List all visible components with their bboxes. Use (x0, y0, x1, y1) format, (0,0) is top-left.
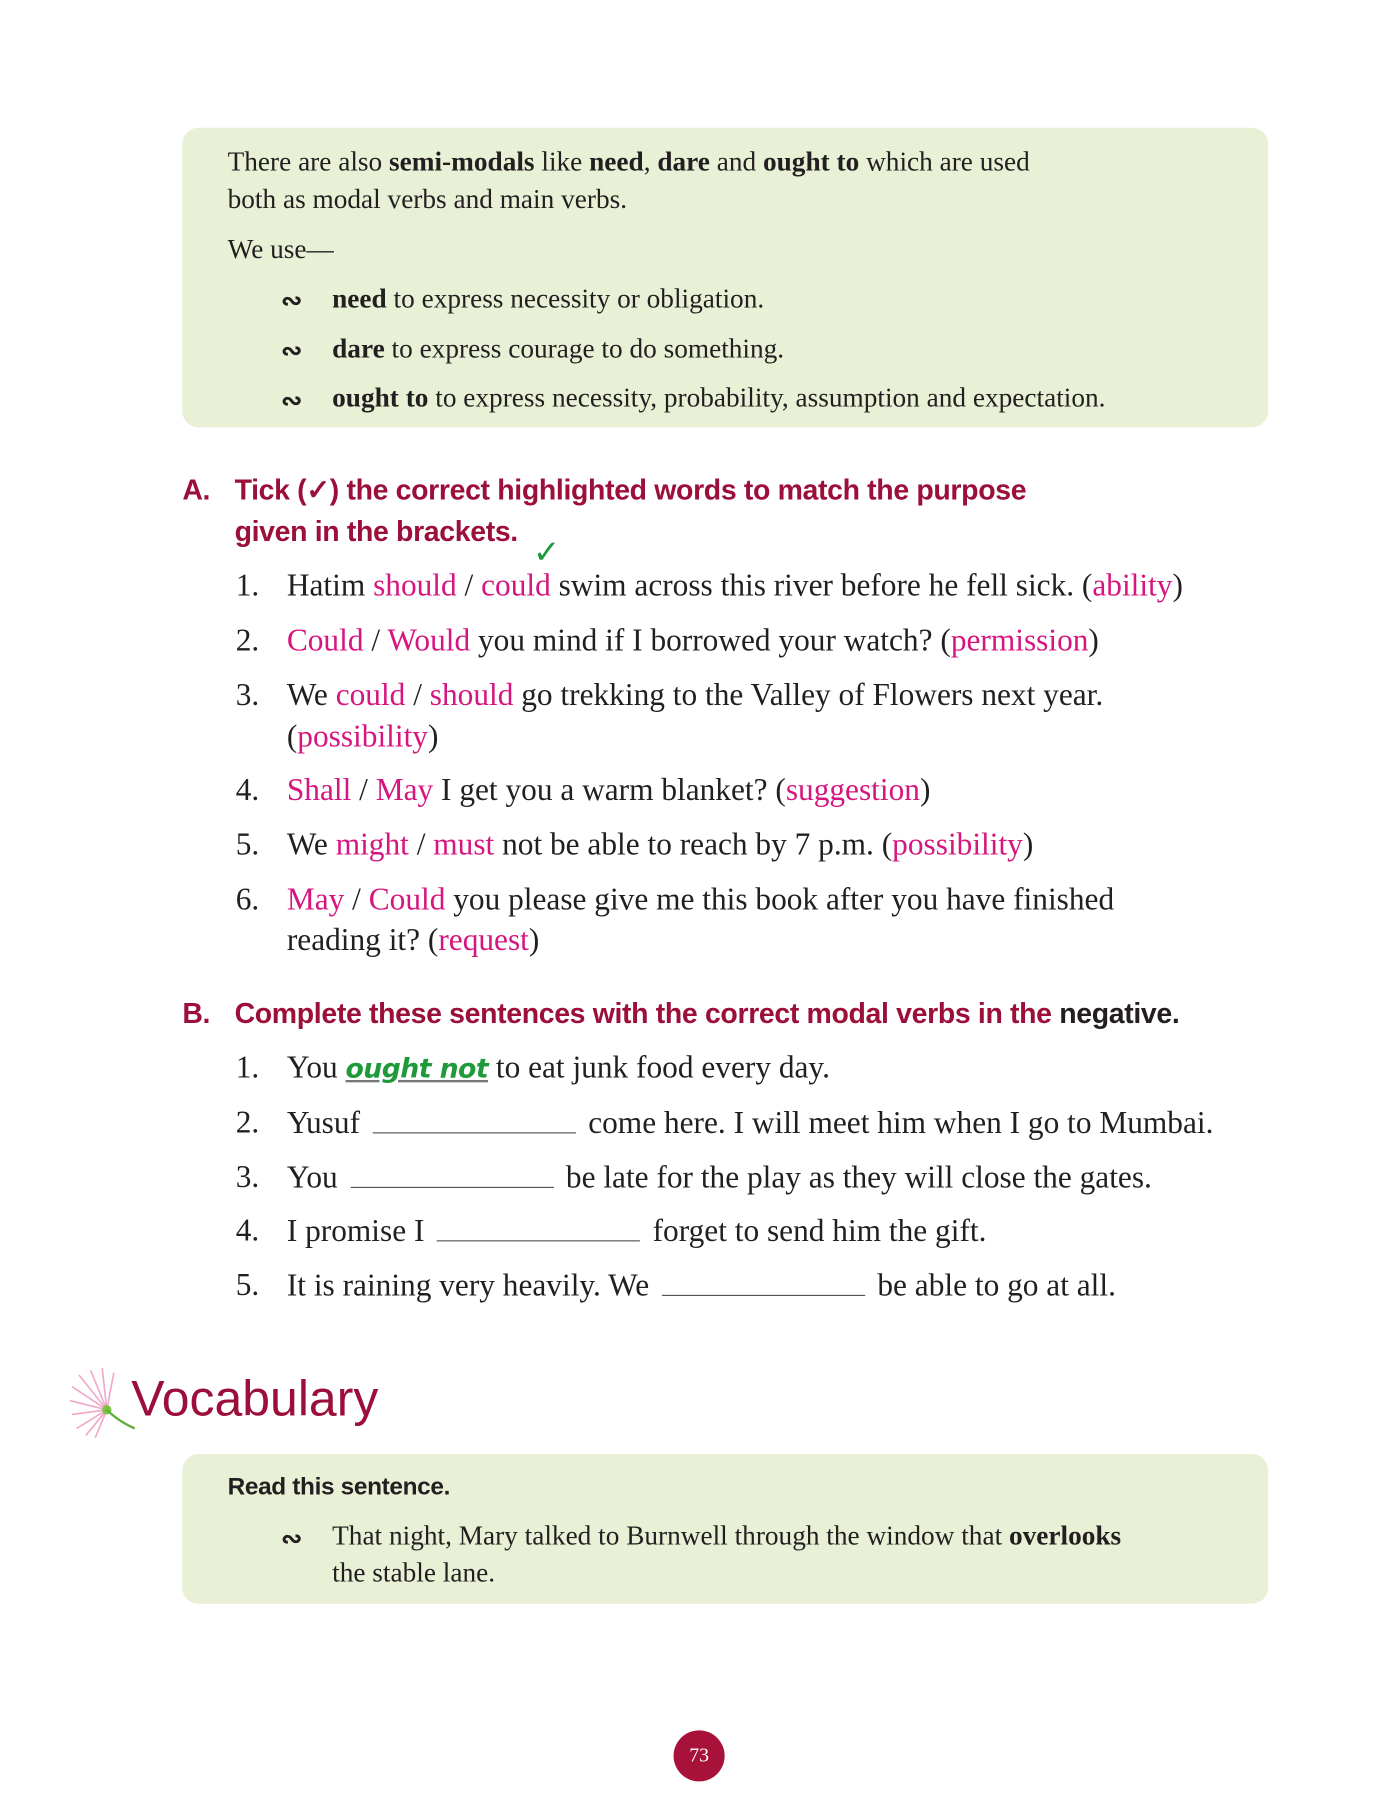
text-segment: both as modal verbs and main verbs. (227, 184, 628, 215)
text-segment: , (643, 147, 658, 178)
text-segment: We use— (227, 234, 334, 265)
highlighted-word: request (438, 922, 529, 957)
highlighted-word: May (375, 772, 434, 808)
highlighted-word: possibility (297, 718, 428, 754)
text-segment: Yusuf (286, 1105, 368, 1140)
highlighted-word: might (335, 826, 409, 862)
text-segment: ) (919, 772, 931, 808)
section-b-letter: B. (182, 998, 211, 1031)
text-segment: dare (657, 147, 710, 178)
vocabulary-sentence-1 (332, 1521, 1122, 1552)
highlighted-word: possibility (892, 826, 1023, 862)
highlighted-word: should (429, 677, 514, 712)
item-number: 3. (235, 677, 260, 712)
item-number: 3. (235, 1158, 260, 1194)
text-segment: and (709, 147, 763, 178)
text-segment: That night, Mary talked to Burnwell through the window that (332, 1521, 1009, 1552)
item-number: 4. (235, 1212, 260, 1248)
exercise-item-line (286, 772, 931, 808)
item-number: 1. (235, 567, 260, 603)
item-number: 5. (235, 1266, 260, 1302)
text-segment: / (363, 622, 388, 658)
text-segment: ) (1088, 622, 1099, 658)
bullet-icon: ∾ (281, 335, 303, 365)
highlighted-word: should (373, 567, 457, 603)
answer-blank[interactable] (437, 1215, 640, 1241)
highlighted-word: permission (950, 622, 1089, 658)
vocabulary-sentence-2 (332, 1558, 496, 1589)
info-bullet-ought-to (332, 383, 1106, 414)
exercise-item-line (286, 718, 439, 754)
text-segment: / (405, 677, 430, 712)
bullet-icon: ∾ (281, 285, 303, 315)
text-segment: We (286, 677, 336, 712)
highlighted-word: Would (387, 622, 471, 658)
section-b-heading (234, 998, 1180, 1031)
section-a-letter: A. (182, 474, 211, 507)
text-segment: reading it? ( (286, 922, 439, 957)
info-bullet-dare (332, 334, 785, 365)
highlighted-word: could (481, 567, 551, 603)
highlighted-word: Could (368, 881, 446, 917)
item-number: 4. (235, 772, 260, 808)
text-segment: ) (1172, 567, 1183, 603)
text-segment: to eat junk food every day. (488, 1049, 830, 1085)
text-segment: to express necessity or obligation. (386, 284, 765, 315)
text-segment: negative. (1059, 998, 1180, 1031)
text-segment: There are also (227, 147, 389, 178)
exercise-item-line (287, 1107, 1214, 1139)
text-segment: Complete these sentences with the correct modal verbs in the (234, 998, 1060, 1031)
text-segment: ) (1022, 826, 1034, 862)
text-segment: It is raining very heavily. We (286, 1267, 658, 1303)
exercise-item-line (287, 1269, 1116, 1301)
highlighted-word: must (433, 826, 495, 862)
exercise-item-line (287, 1215, 987, 1247)
text-segment: come here. I will meet him when I go to Mumbai. (580, 1105, 1214, 1140)
text-segment: be late for the play as they will close the gates. (558, 1159, 1152, 1195)
item-number: 5. (235, 826, 260, 862)
exercise-item-line (286, 1049, 830, 1085)
exercise-item-line (287, 679, 1103, 710)
text-segment: given in the brackets. (234, 516, 518, 549)
answer-blank[interactable] (350, 1161, 553, 1187)
page-number (674, 1730, 725, 1781)
text-segment: Hatim (286, 567, 374, 603)
exercise-item-line (286, 826, 1034, 862)
text-segment: like (534, 147, 590, 178)
text-segment: the stable lane. (332, 1558, 496, 1589)
highlighted-word: Shall (286, 772, 352, 808)
highlighted-word: Could (286, 622, 364, 658)
handwritten-answer: ought not (345, 1054, 489, 1085)
text-segment: You (286, 1159, 346, 1195)
item-number: 6. (235, 881, 260, 917)
page-number-text: 73 (689, 1744, 709, 1767)
text-segment: go trekking to the Valley of Flowers next year. (513, 677, 1104, 712)
text-segment: swim across this river before he fell sick. ( (550, 567, 1093, 603)
exercise-item-line (287, 924, 539, 955)
info-line-1 (227, 147, 1030, 178)
bullet-icon: ∾ (281, 1523, 303, 1553)
text-segment: ) (427, 718, 439, 754)
text-segment: not be able to reach by 7 p.m. ( (494, 826, 893, 862)
text-segment: need (589, 147, 644, 178)
text-segment: ) (528, 922, 540, 957)
text-segment: / (344, 881, 369, 917)
text-segment: ought to (762, 147, 860, 178)
text-segment: / (456, 567, 482, 603)
item-number: 2. (235, 622, 260, 658)
text-segment: I get you a warm blanket? ( (433, 772, 786, 808)
item-number: 2. (235, 1104, 260, 1140)
text-segment: forget to send him the gift. (644, 1213, 987, 1248)
text-segment: You (286, 1049, 346, 1085)
highlighted-word: suggestion (785, 772, 920, 808)
text-segment: We (286, 826, 336, 862)
item-number: 1. (235, 1049, 260, 1085)
text-segment: to express necessity, probability, assumption and expectation. (428, 383, 1106, 414)
info-line-2 (227, 184, 628, 215)
bullet-icon: ∾ (281, 385, 303, 415)
section-a-heading-2 (234, 516, 518, 549)
text-segment: I promise I (286, 1213, 433, 1248)
text-segment: ought to (332, 383, 429, 414)
answer-blank[interactable] (373, 1107, 576, 1133)
exercise-item-line (286, 567, 1183, 603)
read-sentence-heading: Read this sentence. (227, 1473, 451, 1501)
vocabulary-title: Vocabulary (131, 1371, 379, 1428)
we-use-label (227, 234, 334, 265)
text-segment: be able to go at all. (869, 1267, 1116, 1303)
text-segment: ( (286, 718, 298, 754)
text-segment: you please give me this book after you have finished (445, 881, 1115, 917)
text-segment: to express courage to do something. (384, 334, 785, 365)
text-segment: / (351, 772, 376, 808)
text-segment: which are used (859, 147, 1030, 178)
section-a-heading-1 (234, 474, 1027, 507)
text-segment: you mind if I borrowed your watch? ( (470, 622, 951, 658)
check-mark-icon: ✓ (533, 535, 561, 572)
highlighted-word: ability (1092, 567, 1173, 603)
highlighted-word: May (286, 881, 345, 917)
text-segment: Tick (✓) the correct highlighted words to match the purpose (234, 474, 1027, 507)
text-segment: dare (332, 334, 385, 365)
text-segment: semi-modals (388, 147, 535, 178)
exercise-item-line (287, 1161, 1152, 1193)
text-segment: / (408, 826, 434, 862)
highlighted-word: could (335, 677, 406, 712)
text-segment: overlooks (1008, 1521, 1122, 1552)
exercise-item-line (286, 622, 1099, 658)
info-bullet-need (332, 284, 765, 315)
answer-blank[interactable] (662, 1269, 865, 1295)
text-segment: need (332, 284, 387, 315)
exercise-item-line (286, 881, 1115, 917)
